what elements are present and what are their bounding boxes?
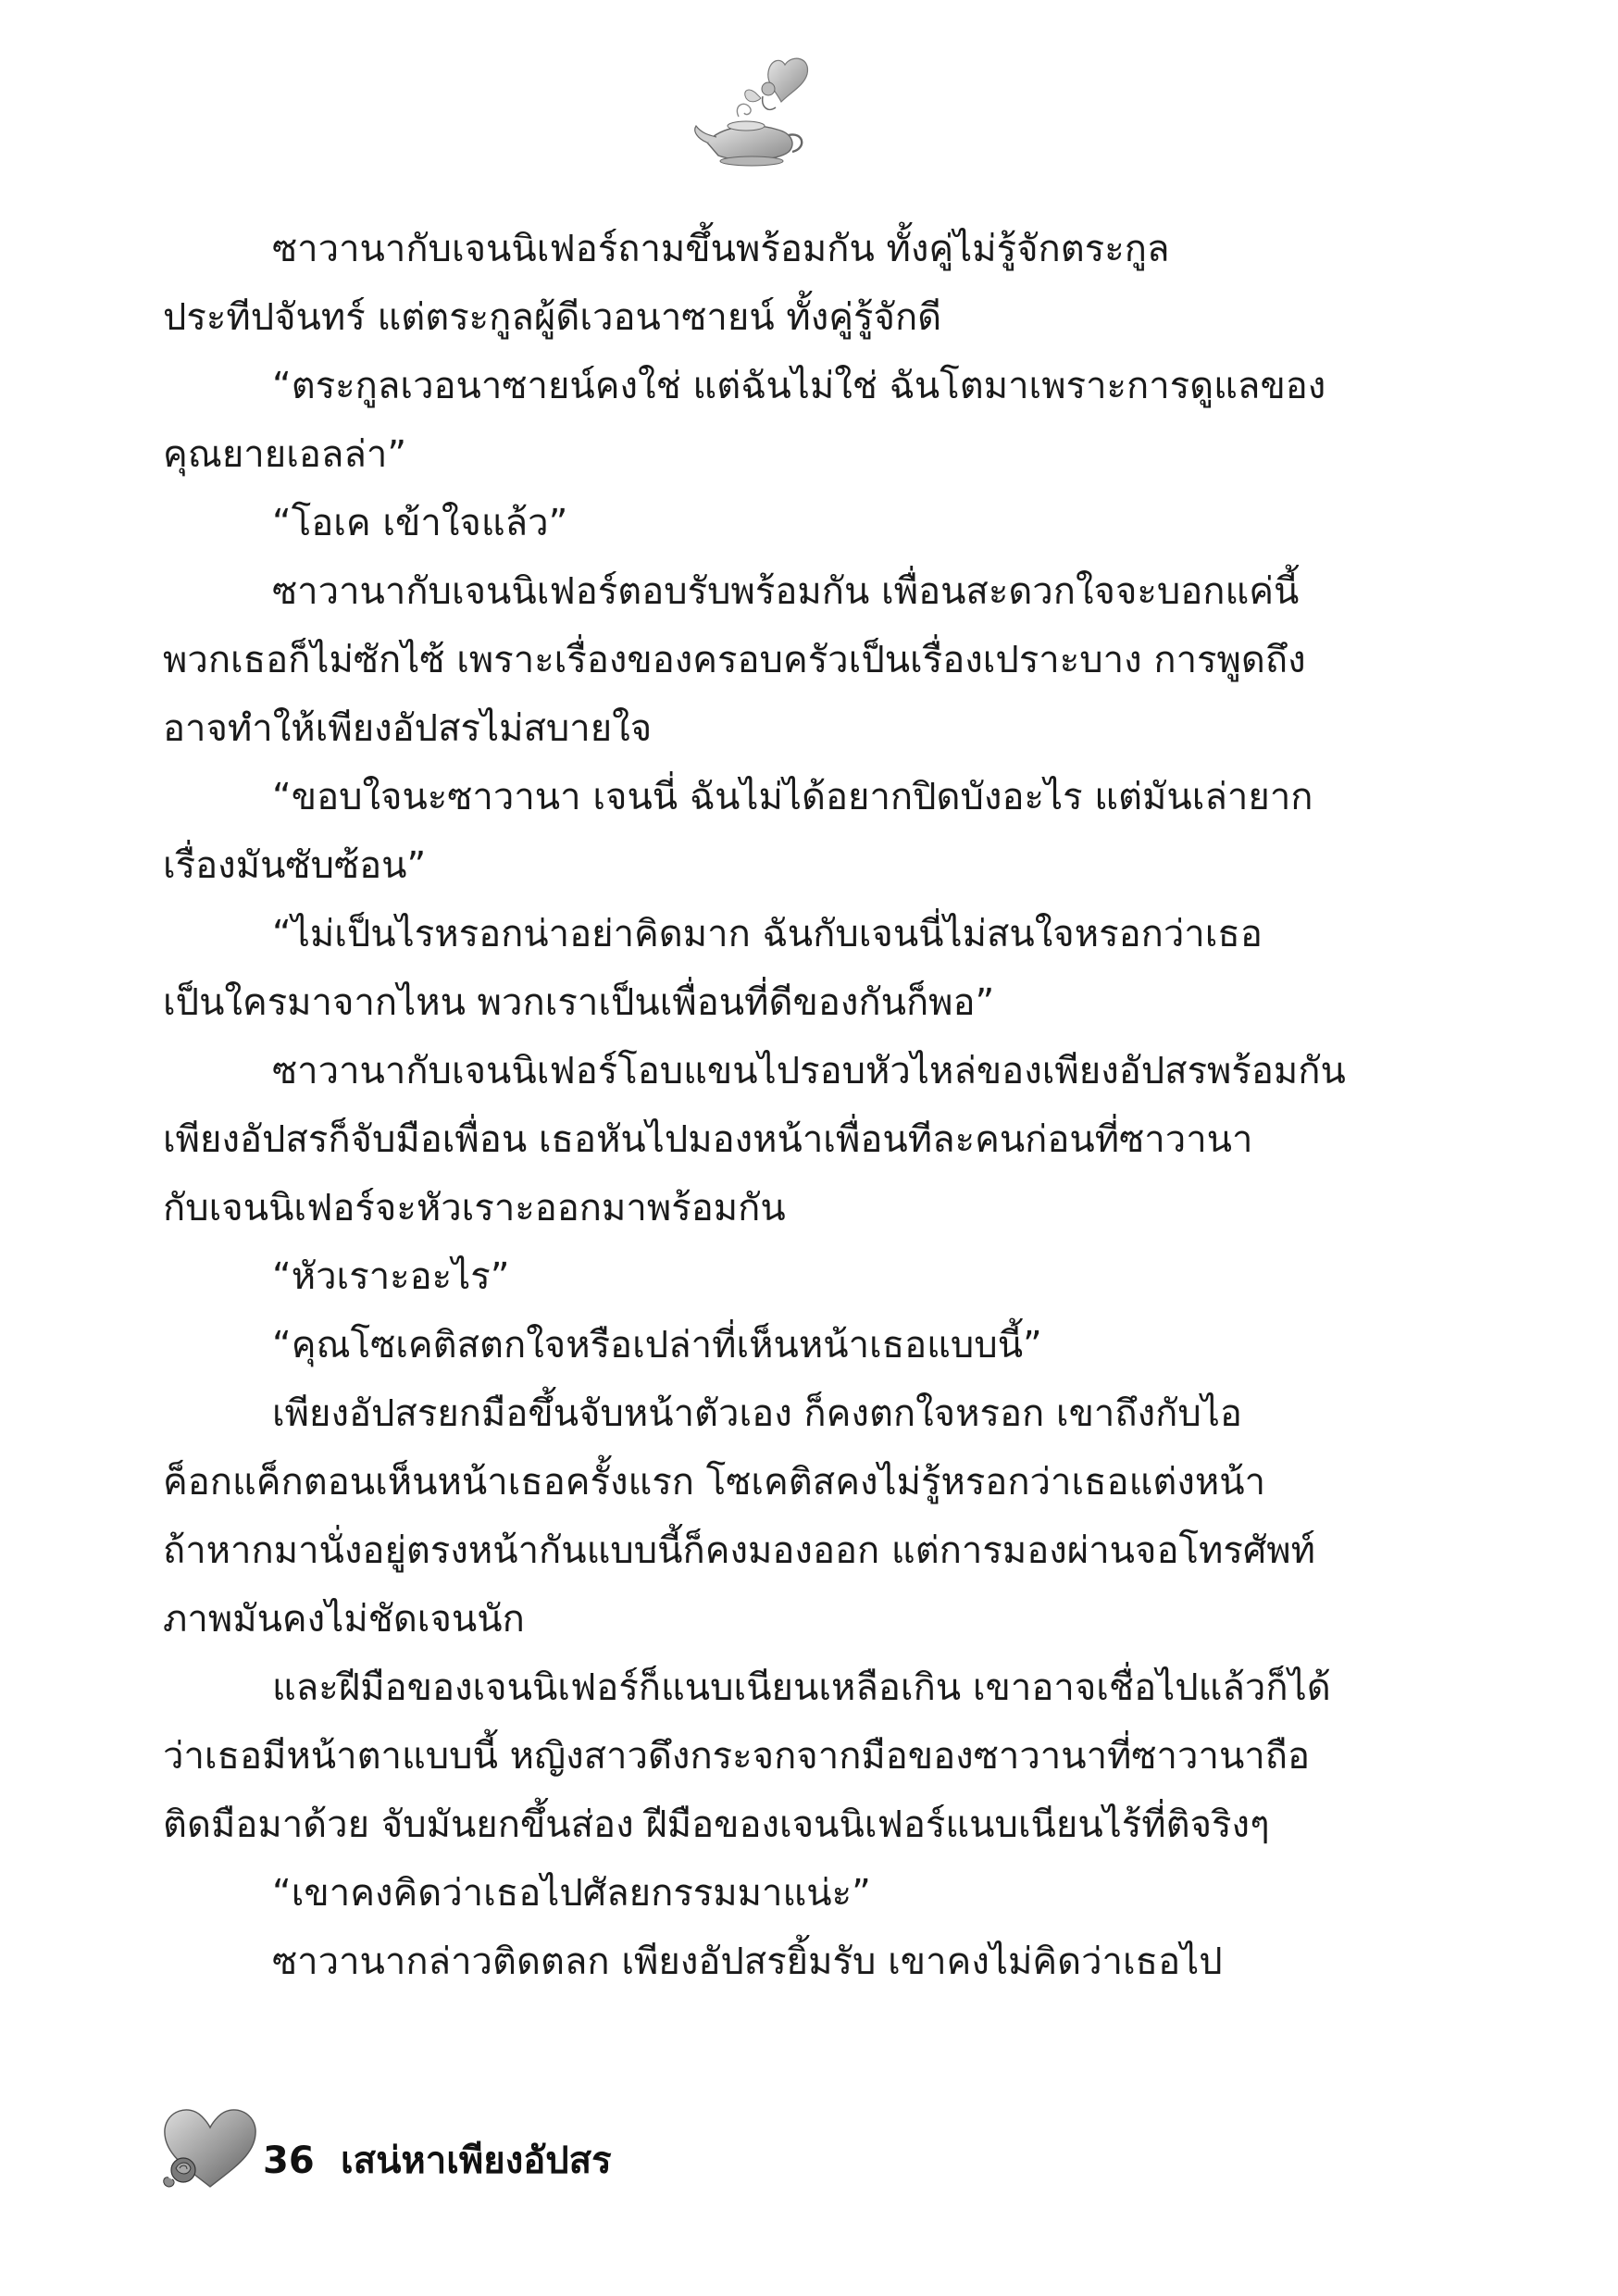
text-line: ซาวานากล่าวติดตลก เพียงอัปสรยิ้มรับ เขาคงไม่คิดว่าเธอไป — [272, 1940, 1223, 1983]
text-line: “คุณโซเคติสตกใจหรือเปล่าที่เห็นหน้าเธอแบบนี้” — [272, 1324, 1042, 1366]
text-line: ประทีปจันทร์ แต่ตระกูลผู้ดีเวอนาซายน์ ทั้งคู่รู้จักดี — [163, 296, 942, 339]
text-line: เป็นใครมาจากไหน พวกเราเป็นเพื่อนที่ดีของกันก็พอ” — [163, 981, 995, 1024]
text-line: “ตระกูลเวอนาซายน์คงใช่ แต่ฉันไม่ใช่ ฉันโตมาเพราะการดูแลของ — [272, 365, 1326, 407]
book-title: เสน่หาเพียงอัปสร — [341, 2140, 612, 2182]
text-line: ซาวานากับเจนนิเฟอร์ตอบรับพร้อมกัน เพื่อนสะดวกใจจะบอกแค่นี้ — [272, 570, 1300, 613]
page-number: 36 — [263, 2140, 315, 2182]
body-text — [163, 215, 1357, 1996]
text-line: ค็อกแค็กตอนเห็นหน้าเธอครั้งแรก โซเคติสคงไม่รู้หรอกว่าเธอแต่งหน้า — [163, 1461, 1266, 1504]
text-line: ซาวานากับเจนนิเฟอร์ถามขึ้นพร้อมกัน ทั้งคู่ไม่รู้จักตระกูล — [272, 228, 1170, 270]
text-line: อาจทำให้เพียงอัปสรไม่สบายใจ — [163, 707, 653, 750]
text-line: คุณยายเอลล่า” — [163, 433, 407, 476]
text-line: “ไม่เป็นไรหรอกน่าอย่าคิดมาก ฉันกับเจนนี่ไม่สนใจหรอกว่าเธอ — [272, 913, 1263, 955]
page-footer — [159, 2102, 826, 2203]
text-line: “เขาคงคิดว่าเธอไปศัลยกรรมมาแน่ะ” — [272, 1872, 871, 1915]
text-line: “หัวเราะอะไร” — [272, 1255, 510, 1298]
text-line: กับเจนนิเฟอร์จะหัวเราะออกมาพร้อมกัน — [163, 1187, 786, 1229]
text-line: เรื่องมันซับซ้อน” — [163, 844, 427, 887]
text-line: เพียงอัปสรยกมือขึ้นจับหน้าตัวเอง ก็คงตกใจหรอก เขาถึงกับไอ — [272, 1392, 1242, 1435]
heart-rose-icon — [159, 2102, 261, 2194]
text-line: ว่าเธอมีหน้าตาแบบนี้ หญิงสาวดึงกระจกจากมือของซาวานาที่ซาวานาถือ — [163, 1735, 1310, 1778]
text-line: ติดมือมาด้วย จับมันยกขึ้นส่อง ฝีมือของเจนนิเฟอร์แนบเนียนไร้ที่ติจริงๆ — [163, 1803, 1270, 1846]
text-line: ภาพมันคงไม่ชัดเจนนัก — [163, 1598, 525, 1641]
text-line: เพียงอัปสรก็จับมือเพื่อน เธอหันไปมองหน้าเพื่อนทีละคนก่อนที่ซาวานา — [163, 1118, 1253, 1161]
text-line: พวกเธอก็ไม่ซักไซ้ เพราะเรื่องของครอบครัวเป็นเรื่องเปราะบาง การพูดถึง — [163, 639, 1306, 681]
cupid-teapot-heart-icon — [689, 52, 828, 172]
text-line: และฝีมือของเจนนิเฟอร์ก็แนบเนียนเหลือเกิน เขาอาจเชื่อไปแล้วก็ได้ — [272, 1666, 1331, 1709]
text-line: “ขอบใจนะซาวานา เจนนี่ ฉันไม่ได้อยากปิดบังอะไร แต่มันเล่ายาก — [272, 776, 1313, 818]
text-line: ซาวานากับเจนนิเฟอร์โอบแขนไปรอบหัวไหล่ของเพียงอัปสรพร้อมกัน — [272, 1050, 1346, 1092]
text-line: “โอเค เข้าใจแล้ว” — [272, 502, 568, 544]
text-line: ถ้าหากมานั่งอยู่ตรงหน้ากันแบบนี้ก็คงมองออก แต่การมองผ่านจอโทรศัพท์ — [163, 1529, 1315, 1572]
